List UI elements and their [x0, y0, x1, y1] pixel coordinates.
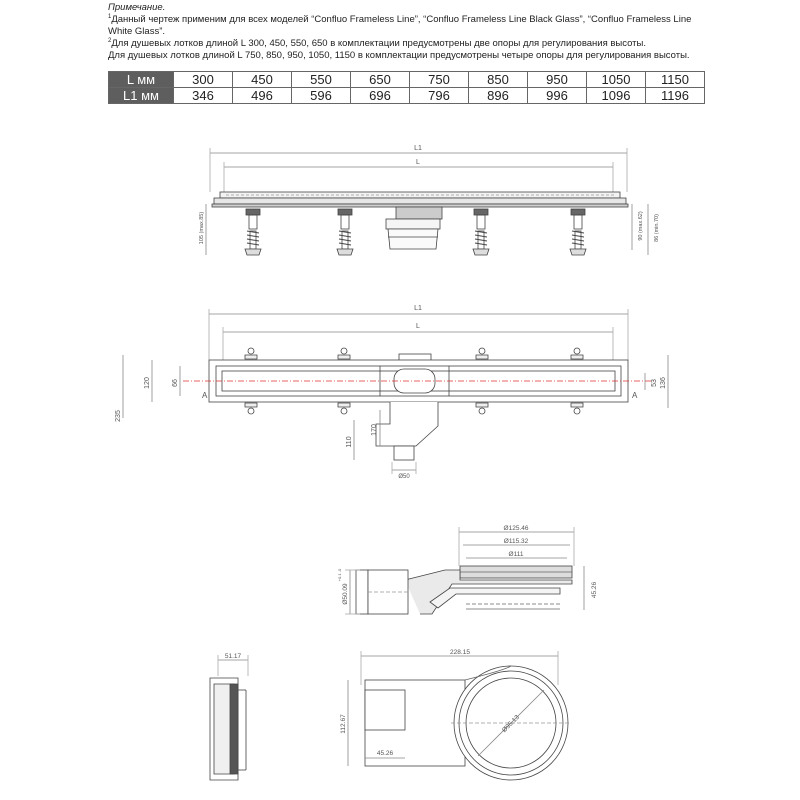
cell-L-300: 300	[174, 72, 233, 88]
plan-dim-112: 112.67	[340, 714, 347, 734]
siphon-dim-50: Ø50.09	[342, 583, 349, 605]
cell-L1-796: 796	[410, 88, 469, 104]
top-dim-110: 110	[346, 436, 353, 448]
siphon-section-view	[345, 527, 584, 614]
note-2-text: Для душевых лотков длиной L 300, 450, 550, 650 в комплектации предусмотрены две опоры для регулирования высоты.	[111, 38, 647, 49]
siphon-dim-111: Ø111	[508, 551, 524, 558]
section-mark-right: A	[632, 391, 638, 400]
side-dim-L: L	[416, 159, 420, 166]
cell-L-650: 650	[351, 72, 410, 88]
top-dim-235: 235	[115, 410, 122, 422]
cell-L-450: 450	[233, 72, 292, 88]
cell-L-950: 950	[528, 72, 587, 88]
note-3: Для душевых лотков длиной L 750, 850, 950, 1050, 1150 в комплектации предусмотрены четыре опоры для регулирования высоты.	[108, 50, 690, 61]
siphon-dim-115: Ø115.32	[503, 538, 529, 545]
note-2-sup: 2	[108, 38, 112, 44]
plan-dim-45: 45.26	[376, 750, 394, 757]
section-mark-left: A	[202, 391, 208, 400]
siphon-dim-45: 45.26	[591, 581, 598, 599]
cell-L1-1096: 1096	[587, 88, 646, 104]
top-dim-66: 66	[172, 379, 179, 387]
siphon-dim-50-tolerance: +0.1 -0	[337, 568, 342, 582]
top-dim-136: 136	[660, 377, 667, 389]
row-label-L1: L1 мм	[109, 88, 174, 104]
side-dim-L1: L1	[414, 145, 422, 152]
top-dim-outlet: Ø50	[398, 474, 410, 480]
top-dim-170: 170	[371, 424, 378, 436]
cell-L-1150: 1150	[646, 72, 705, 88]
notes-heading: Примечание.	[108, 2, 166, 13]
cell-L1-496: 496	[233, 88, 292, 104]
plan-dim-51: 51.17	[224, 653, 242, 660]
plan-dim-228: 228.15	[450, 649, 470, 656]
cell-L1-1196: 1196	[646, 88, 705, 104]
cell-L1-596: 596	[292, 88, 351, 104]
side-dim-height-right2: 86 (min.70)	[654, 214, 660, 242]
plan-dim-95: Ø95.13	[500, 713, 521, 734]
top-dim-L: L	[416, 323, 420, 330]
top-dim-L1: L1	[414, 305, 422, 312]
top-dim-120: 120	[144, 377, 151, 389]
cell-L1-896: 896	[469, 88, 528, 104]
cell-L1-346: 346	[174, 88, 233, 104]
side-dim-height-left: 105 (max.85)	[199, 211, 205, 245]
side-dim-height-right1: 90 (max.62)	[638, 211, 644, 241]
top-dim-53: 53	[651, 379, 658, 387]
note-1-sup: 1	[108, 14, 112, 20]
cell-L-550: 550	[292, 72, 351, 88]
siphon-dim-125: Ø125.46	[503, 525, 529, 532]
cell-L-850: 850	[469, 72, 528, 88]
cell-L1-996: 996	[528, 88, 587, 104]
cell-L-750: 750	[410, 72, 469, 88]
cell-L1-696: 696	[351, 88, 410, 104]
side-view	[206, 148, 648, 255]
row-label-L: L мм	[109, 72, 174, 88]
cell-L-1050: 1050	[587, 72, 646, 88]
note-1-text: Данный чертеж применим для всех моделей “Confluo Frameless Line”, “Confluo Frameless Line Black Glass”, “Confluo Frameless Line White Glass”.	[108, 14, 692, 37]
